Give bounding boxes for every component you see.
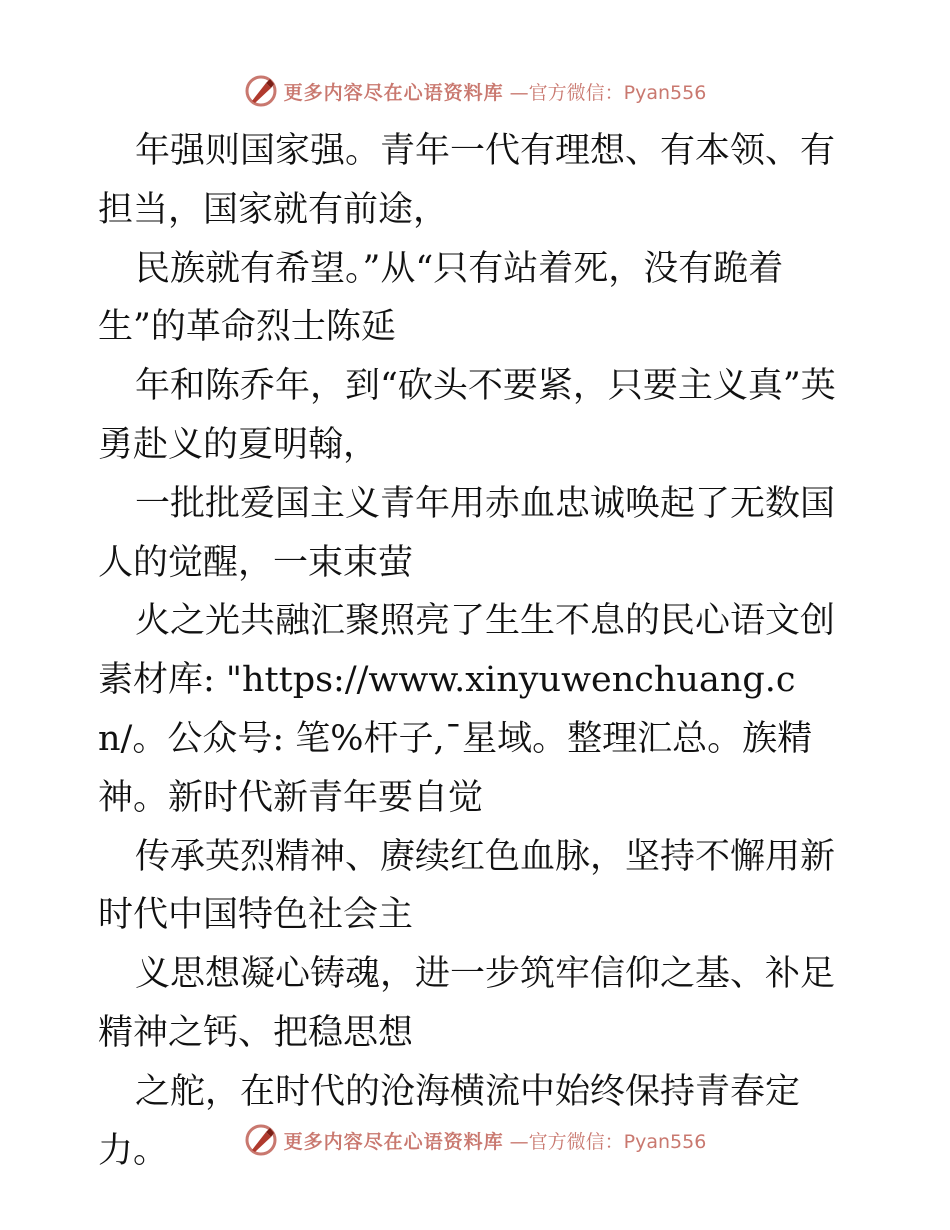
pen-nib-circle-icon — [244, 1123, 278, 1157]
paragraph: 义思想凝心铸魂，进一步筑牢信仰之基、补足精神之钙、把稳思想 — [98, 954, 836, 1053]
document-body — [98, 122, 858, 1180]
paragraph: 之舵，在时代的沧海横流中始终保持青春定力。 — [98, 1071, 801, 1171]
pen-nib-circle-icon — [244, 74, 278, 108]
footer-watermark — [0, 1120, 950, 1160]
paragraph: 传承英烈精神、赓续红色血脉，坚持不懈用新时代中国特色社会主 — [98, 836, 836, 936]
footer-watermark-text: 更多内容尽在心语资料库 — [283, 1130, 504, 1153]
paragraph: 年和陈乔年，到“砍头不要紧，只要主义真”英勇赴义的夏明翰， — [98, 366, 836, 465]
paragraph: 民族就有希望。”从“只有站着死，没有跪着生”的革命烈士陈延 — [98, 248, 784, 348]
header-watermark-text: 更多内容尽在心语资料库 — [283, 81, 504, 104]
paragraph: 火之光共融汇聚照亮了生生不息的民心语文创素材库: "https://www.xinyuwenchuang.cn/。公众号: 笔%杆子,¯星域。整理汇总。族精神。新时代新青年要自觉 — [98, 601, 836, 818]
footer-wechat-text: —官方微信：Pyan556 — [509, 1130, 707, 1153]
paragraph: 一批批爱国主义青年用赤血忠诚唤起了无数国人的觉醒，一束束萤 — [98, 483, 836, 583]
header-watermark — [0, 71, 950, 111]
paragraph: 年强则国家强。青年一代有理想、有本领、有担当，国家就有前途， — [98, 131, 836, 230]
header-wechat-text: —官方微信：Pyan556 — [509, 81, 707, 104]
